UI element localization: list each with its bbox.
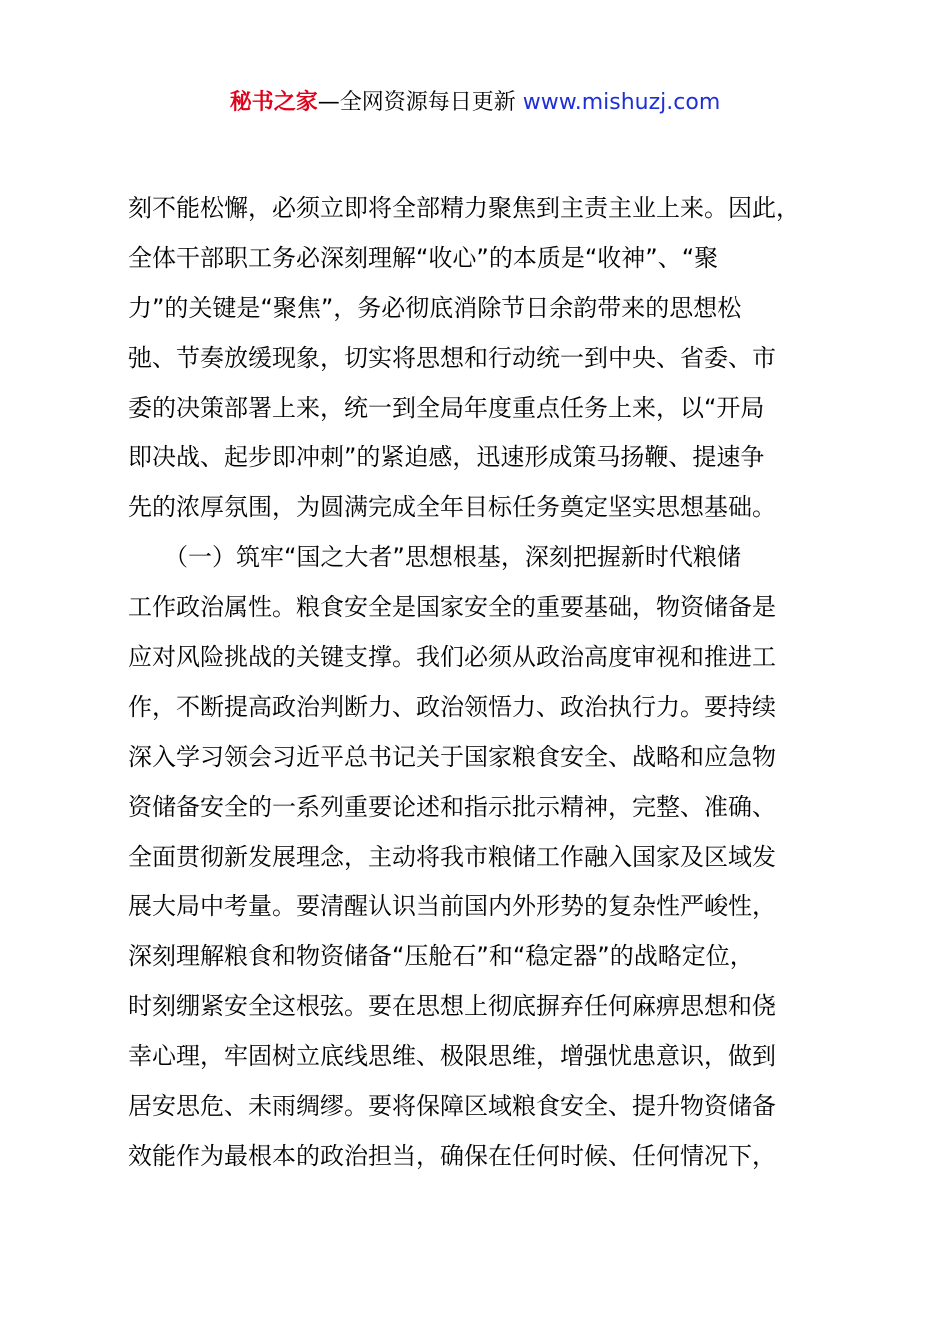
text-line: 全面贯彻新发展理念，主动将我市粮储工作融入国家及区域发	[128, 842, 776, 871]
text-line: 力”的关键是“聚焦”，务必彻底消除节日余韵带来的思想松	[128, 293, 742, 322]
text-line: 应对风险挑战的关键支撑。我们必须从政治高度审视和推进工	[128, 643, 776, 672]
text-line: 居安思危、未雨绸缪。要将保障区域粮食安全、提升物资储备	[128, 1092, 776, 1121]
text-line: 弛、节奏放缓现象，切实将思想和行动统一到中央、省委、市	[128, 343, 776, 372]
text-line: 全体干部职工务必深刻理解“收心”的本质是“收神”、“聚	[128, 243, 719, 272]
text-line: 展大局中考量。要清醒认识当前国内外形势的复杂性严峻性，	[128, 892, 776, 921]
text-line: 作，不断提高政治判断力、政治领悟力、政治执行力。要持续	[128, 692, 776, 721]
section-heading-line: （一）筑牢“国之大者”思想根基，深刻把握新时代粮储	[128, 543, 741, 572]
document-body	[128, 184, 858, 1182]
text-line: 刻不能松懈，必须立即将全部精力聚焦到主责主业上来。因此，	[128, 194, 800, 222]
text-line: 工作政治属性。粮食安全是国家安全的重要基础，物资储备是	[128, 593, 776, 622]
page-header	[0, 86, 950, 120]
text-line: 即决战、起步即冲刺”的紧迫感，迅速形成策马扬鞭、提速争	[128, 443, 765, 472]
text-line: 幸心理，牢固树立底线思维、极限思维，增强忧患意识，做到	[128, 1042, 776, 1071]
text-line: 先的浓厚氛围，为圆满完成全年目标任务奠定坚实思想基础。	[128, 493, 776, 522]
header-tagline: —全网资源每日更新	[317, 90, 523, 115]
text-line: 资储备安全的一系列重要论述和指示批示精神，完整、准确、	[128, 792, 776, 821]
text-line: 深入学习领会习近平总书记关于国家粮食安全、战略和应急物	[128, 742, 776, 771]
text-line: 时刻绷紧安全这根弦。要在思想上彻底摒弃任何麻痹思想和侥	[128, 992, 776, 1021]
text-line: 深刻理解粮食和物资储备“压舱石”和“稳定器”的战略定位，	[128, 942, 754, 971]
text-line: 效能作为最根本的政治担当，确保在任何时候、任何情况下，	[128, 1141, 776, 1170]
text-line: 委的决策部署上来，统一到全局年度重点任务上来，以“开局	[128, 393, 765, 422]
header-brand: 秘书之家	[229, 90, 318, 115]
header-url-link[interactable]: www.mishuzj.com	[522, 90, 721, 115]
